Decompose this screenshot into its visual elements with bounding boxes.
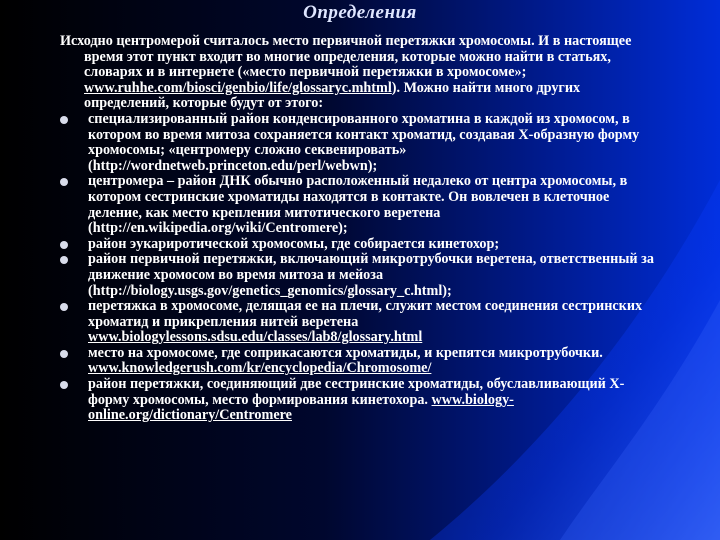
bullet-icon <box>60 116 68 124</box>
item-text: район первичной перетяжки, включающий микротрубочки веретена, ответственный за движение хромосом во время митоза и мейоза (http://biology.usgs.gov/genetics_genomics/glossary_c.html); <box>88 251 654 299</box>
item-text: район эукариротической хромосомы, где собирается кинетохор; <box>88 235 500 252</box>
item-text: центромера – район ДНК обычно расположенный недалеко от центра хромосомы, в котором сестринские хроматиды находятся в контакте. Он вовлечен в клеточное деление, как место крепления митотического веретена (http://en.wikipedia.org/wiki/Centromere); <box>88 173 628 237</box>
slide-content <box>60 34 665 424</box>
item-text: место на хромосоме, где соприкасаются хроматиды, и крепятся микротрубочки. <box>88 344 603 361</box>
item-text: район перетяжки, соединяющий две сестринские хроматиды, обуславливающий Х-форму хромосомы, место формирования кинетохора. <box>88 376 625 408</box>
item-link[interactable]: www.biologylessons.sdsu.edu/classes/lab8/glossary.html <box>88 329 423 346</box>
list-item <box>60 299 665 346</box>
list-item <box>60 346 665 377</box>
bullet-icon <box>60 350 68 358</box>
bullet-icon <box>60 303 68 311</box>
list-item <box>60 112 665 174</box>
intro-text-1: Исходно центромерой считалось место первичной перетяжки хромосомы. И в настоящее время этот пункт входит во многие определения, которые можно найти в статьях, словарях и в интернете («место первичной перетяжки в хромосоме»; <box>60 33 632 81</box>
bullet-icon <box>60 256 68 264</box>
definitions-list <box>60 112 665 424</box>
intro-paragraph <box>60 34 665 112</box>
list-item <box>60 237 665 253</box>
item-link[interactable]: www.biology-online.org/dictionary/Centromere <box>88 391 514 424</box>
bullet-icon <box>60 381 68 389</box>
bullet-icon <box>60 178 68 186</box>
slide-title: Определения <box>303 2 417 23</box>
bullet-icon <box>60 241 68 249</box>
item-text: специализированный район конденсированного хроматина в каждой из хромосом, в котором во время митоза сохраняется контакт хроматид, создавая Х-образную форму хромосомы; «центромеру сложно секвенировать» (http://wordnetweb.princeton.edu/perl/webwn); <box>88 110 640 174</box>
list-item <box>60 252 665 299</box>
item-link[interactable]: www.knowledgerush.com/kr/encyclopedia/Chromosome/ <box>88 360 432 377</box>
intro-link[interactable]: www.ruhhe.com/biosci/genbio/life/glossaryc.mhtml <box>84 79 392 96</box>
intro-text-2: ). Можно найти много других определений, которые будут от этого: <box>84 79 581 112</box>
list-item <box>60 377 665 424</box>
item-text: перетяжка в хромосоме, делящая ее на плечи, служит местом соединения сестринских хроматид и прикрепления нитей веретена <box>88 298 643 330</box>
list-item <box>60 174 665 236</box>
